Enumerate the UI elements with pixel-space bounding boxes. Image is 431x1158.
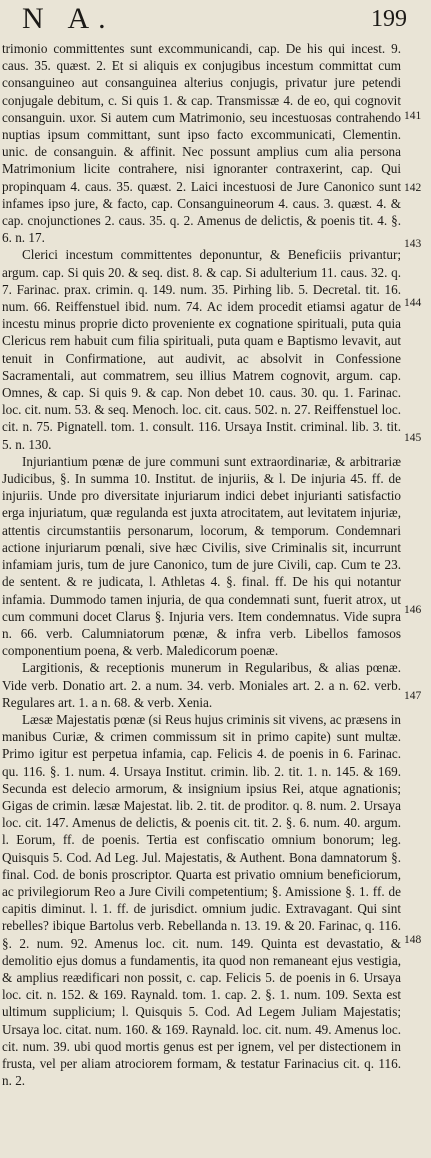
page-number: 199 [371,6,407,32]
margin-number: 148 [404,934,422,946]
margin-number: 143 [404,238,422,250]
margin-number: 146 [404,604,422,616]
margin-number: 147 [404,690,422,702]
margin-number: 144 [404,297,422,309]
margin-number: 141 [404,110,422,122]
paragraph-continuation: trimonio committentes sunt excommunicandi, cap. De his qui incest. 9. caus. 35. quæst. 2. Et si aliquis ex conjugibus incestum committat cum consanguineo aut consanguinea alterius conjugis, privatur jure petendi conjugale debitum, c. Si quis 1. & cap. Transmissæ 4. de eo, qui cognovit consanguin. uxor. Si autem cum Matrimonio, seu incestuosas contrahendo nuptias ipsum committant, sunt ipso facto excommunicati, Clementin. unic. de consanguin. & affinit. Nec possunt amplius cum alia persona Matrimonium licite contrahere, nisi ignoranter contraxerint, cap. Qui propinquam 4. caus. 35. quæst. 2. Laici incestuosi de Jure Canonico sunt infames ipso jure, & facto, cap. Consanguineorum 4. caus. 3. quæst. 4. & cap. cnojunctiones 2. caus. 35. q. 2. Amenus de delictis, & poenis tit. 4. §. 6. n. 17. [2,41,401,246]
body-text [2,40,401,1089]
paragraph-injuriantium: Injuriantium pœnæ de jure communi sunt extraordinariæ, & arbitrariæ Judicibus, §. In summa 10. Institut. de injuriis, & l. De injuria 45. ff. de injuriis. Unde pro diversitate injuriarum indici debet injurianti satisfactio erga injuriatum, quæ regulanda est juxta atrocitatem, aut levitatem injuriæ, attentis circumstantiis personarum, locorum, & temporum. Condemnari actione injuriarum pœnali, sive hæc Civilis, sive Criminalis sit, incurrunt infamiam juris, tum de jure Canonico, tum de jure Civili, cap. Cum te 23. de sentent. & re judicata, l. Athletas 4. §. final. ff. De his qui notantur infamia. Dummodo tamen injuria, de qua condemnati sunt, fuerit atrox, ut cum communi docet Clarus §. Injuria vers. Item condemnatus. Vide supra n. 66. verb. Calumniatorum pœnæ, & infra verb. Libellos famosos componentium poena, & verb. Maledicorum poenæ. [2,453,401,659]
margin-number: 145 [404,432,422,444]
paragraph-clerici: Clerici incestum committentes deponuntur, & Beneficiis privantur; argum. cap. Si quis 20. & seq. dist. 8. & cap. Si adulterium 11. caus. 32. q. 7. Farinac. prax. crimin. q. 149. num. 35. Pirhing lib. 5. Decretal. tit. 16. num. 66. Reiffenstuel ibid. num. 74. Ac idem procedit etiamsi agatur de incestu minus proprie dicto proveniente ex cognatione spirituali, puta quia Clericus rem habuit cum filia spirituali, puta quam e Baptismo levavit, aut tenuit in Confirmatione, aut audivit, ac absolvit in Confessione Sacramentali, aut commatrem, seu illius Matrem cognovit, argum. cap. Omnes, & cap. Si quis 9. & cap. Non debet 10. caus. 30. qu. 1. Farinac. loc. cit. num. 53. & seq. Menoch. loc. cit. caus. 502. n. 27. Reiffenstuel loc. cit. n. 75. Pignatell. tom. 1. consult. 116. Ursaya Instit. criminal. lib. 3. tit. 5. n. 130. [2,247,401,452]
paragraph-largitionis: Largitionis, & receptionis munerum in Regularibus, & alias pœnæ. Vide verb. Donatio art. 2. a num. 34. verb. Moniales art. 2. a n. 62. verb. Regulares art. 1. a n. 68. & verb. Xenia. [2,660,401,710]
margin-number: 142 [404,182,422,194]
page-header-title: N A. [22,2,115,35]
paragraph-laesae-majestatis: Læsæ Majestatis pœnæ (si Reus hujus criminis sit vivens, ac præsens in manibus Curiæ, & crimen commissum sit in primo capite) sunt multæ. Primo igitur est perpetua infamia, cap. Felicis 4. de poenis in 6. Farinac. qu. 116. §. 1. num. 4. Ursaya Institut. crimin. lib. 2. tit. 1. n. 145. & 169. Secunda est delecio armorum, & insignium ipsius Rei, atque agnationis; Gigas de crimin. læsæ Majestat. lib. 2. tit. de proditor. q. 8. num. 2. Ursaya loc. cit. 147. Amenus de delictis, & poenis cit. tit. 2. §. 6. num. 40. argum. l. Eorum, ff. de poenis. Tertia est confiscatio omnium bonorum; leg. Quisquis 5. Cod. Ad Leg. Jul. Majestatis, & Authent. Bona damnatorum §. final. Cod. de bonis proscriptor. Quarta est privatio omnium beneficiorum, ac privilegiorum Reo a Jure Civili competentium; §. Amissione §. 1. ff. de capitis diminut. l. 1. ff. de jurisdict. omnium judic. Extravagant. Qui sint rebelles? ibique Bartolus verb. Rebellanda n. 13. 19. & 20. Farinac, q. 116. §. 2. num. 92. Amenus loc. cit. num. 149. Quinta est devastatio, & demolitio ejus domus a fundamentis, ita quod non remaneant ejus vestigia, & amplius reædificari non possit, c. cap. Felicis 5. de poenis in 6. Ursaya loc. cit. n. 152. & 169. Raynald. tom. 1. cap. 2. §. 1. num. 109. Sexta est ultimum supplicium; l. Quisquis 5. Cod. Ad Legem Juliam Majestatis; Ursaya loc. citat. num. 160. & 169. Raynald. loc. cit. num. 49. Amenus loc. cit. num. 39. ubi quod mortis genus est per ignem, vel per distectionem in frusta, vel per aliam atrociorem formam, & testatur Farinacius cit. q. 116. n. 2. [2,711,401,1089]
